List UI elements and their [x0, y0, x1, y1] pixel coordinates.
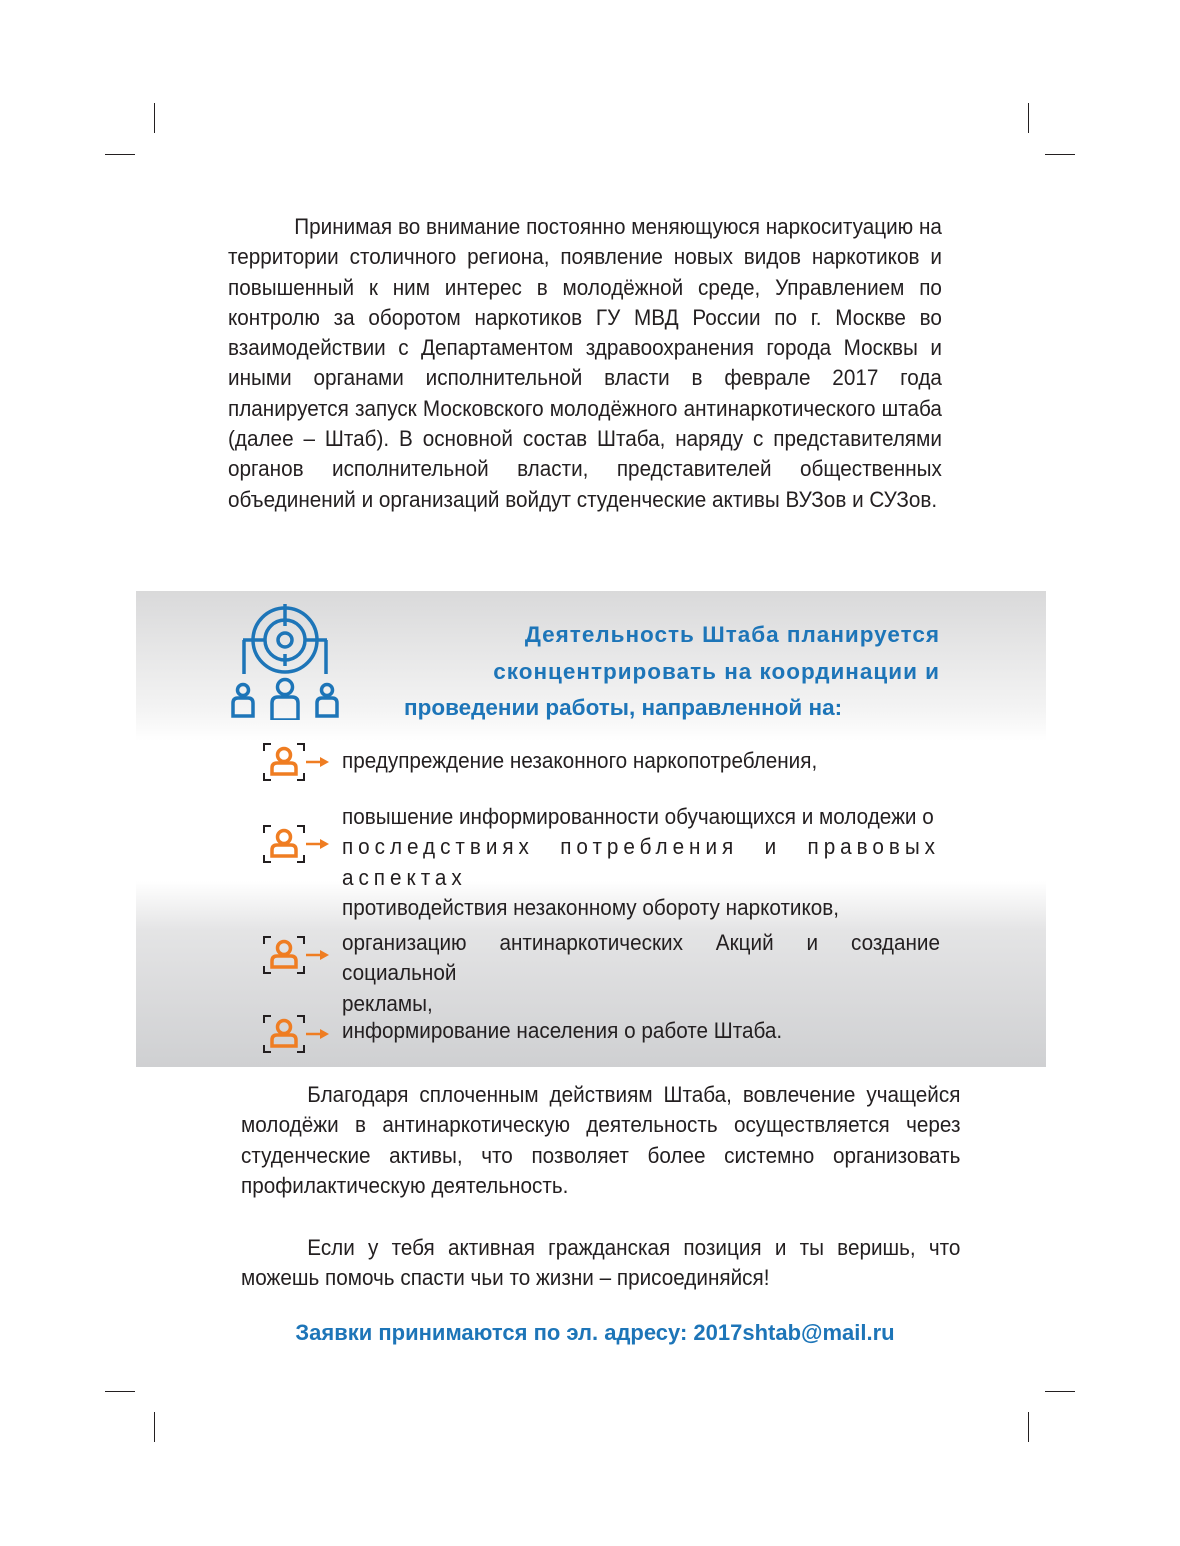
headline-line: Деятельность Штаба планируется	[524, 622, 940, 647]
crop-mark	[154, 103, 155, 133]
activity-headline	[404, 617, 940, 727]
crop-mark	[1028, 103, 1029, 133]
intro-paragraph	[228, 212, 942, 515]
email-line[interactable]: Заявки принимаются по эл. адресу: 2017shtab@mail.ru	[295, 1320, 895, 1345]
list-item-text: противодействия незаконному обороту наркотиков,	[342, 894, 840, 920]
list-item	[342, 802, 940, 923]
list-item	[342, 928, 940, 1019]
target-people-icon	[230, 604, 340, 720]
list-item-text: предупреждение незаконного наркопотребления,	[342, 748, 818, 773]
headline-line: проведении работы, направленной на:	[404, 695, 843, 720]
crop-mark	[1045, 154, 1075, 155]
closing-paragraph	[241, 1080, 960, 1201]
call-to-action-paragraph	[241, 1233, 960, 1294]
call-to-action-text: Если у тебя активная гражданская позиция и ты веришь, что можешь помочь спасти чьи то жизни – присоединяйся!	[241, 1235, 961, 1291]
intro-text: Принимая во внимание постоянно меняющуюся наркоситуацию на территории столичного региона, появление новых видов наркотиков и повышенный к ним интерес в молодёжной среде, Управлением по контролю за оборотом наркотиков ГУ МВД России по г. Москве во взаимодействии с Департаментом здравоохранения города Москвы и иными органами исполнительной власти в феврале 2017 года планируется запуск Московского молодёжного антинаркотического штаба (далее – Штаб). В основной состав Штаба, наряду с представителями органов исполнительной власти, представителей общественных объединений и организаций войдут студенческие активы ВУЗов и СУЗов.	[228, 214, 942, 512]
closing-text: Благодаря сплоченным действиям Штаба, вовлечение учащейся молодёжи в антинаркотическую деятельность осуществляется через студенческие активы, что позволяет более системно организовать профилактическую деятельность.	[241, 1082, 961, 1198]
list-item	[342, 746, 940, 776]
person-arrow-icon	[262, 742, 330, 782]
headline-line: сконцентрировать на координации и	[493, 658, 940, 684]
crop-mark	[105, 1391, 135, 1392]
person-arrow-icon	[262, 935, 330, 975]
crop-mark	[1028, 1412, 1029, 1442]
list-item-text: информирование населения о работе Штаба.	[342, 1018, 783, 1043]
list-item-text: рекламы,	[342, 990, 433, 1016]
person-arrow-icon	[262, 1014, 330, 1054]
list-item-text: повышение информированности обучающихся и молодежи о	[342, 804, 934, 829]
crop-mark	[1045, 1391, 1075, 1392]
person-arrow-icon	[262, 824, 330, 864]
list-item-text: последствиях потребления и правовых аспектах	[342, 834, 940, 890]
list-item	[342, 1016, 940, 1046]
list-item-text: организацию антинаркотических Акций и создание социальной	[342, 930, 940, 986]
crop-mark	[105, 154, 135, 155]
crop-mark	[154, 1412, 155, 1442]
